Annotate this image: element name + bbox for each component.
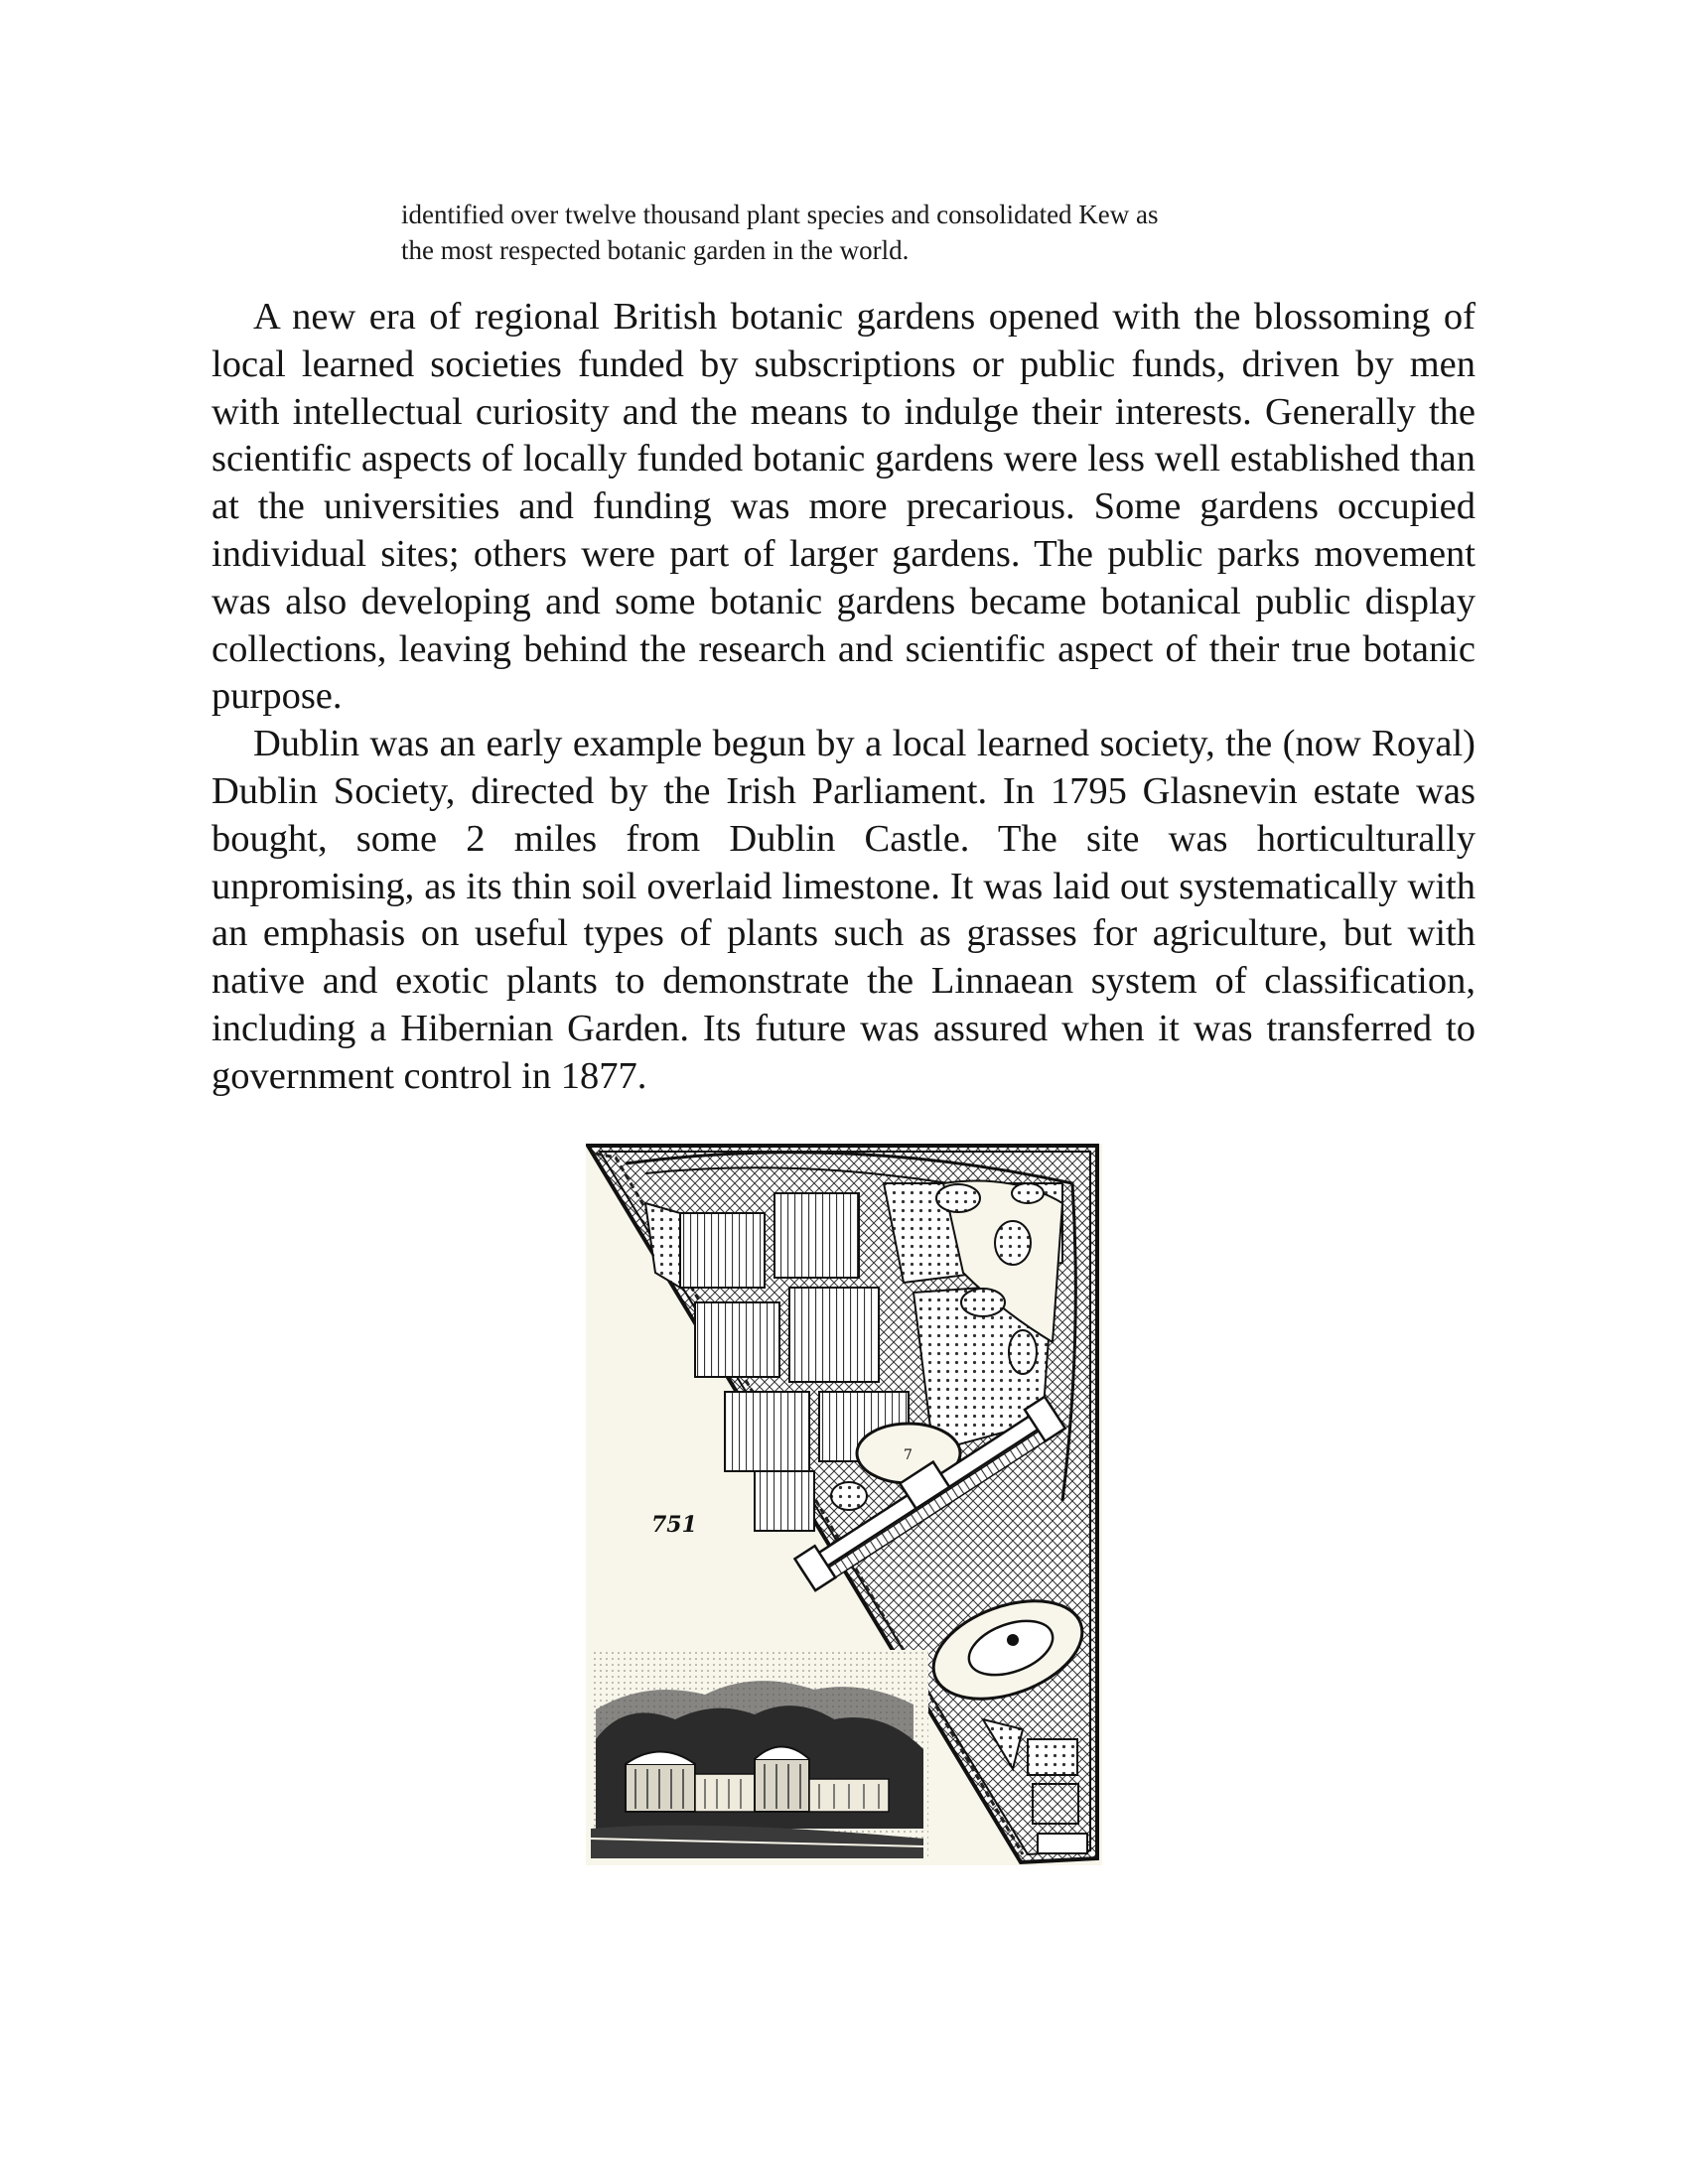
quote-line: identified over twelve thousand plant species and consolidated Kew as (401, 200, 1159, 229)
paragraph-regional-gardens: A new era of regional British botanic gardens opened with the blossoming of local learned societies funded by subscriptions or public funds, driven by men with intellectual curiosity and the means to indulge their interests. Generally the scientific aspects of locally funded botanic gardens were less well established than at the universities and funding was more precarious. Some gardens occupied individual sites; others were part of larger gardens. The public parks movement was also developing and some botanic gardens became botanical public display collections, leaving behind the research and scientific aspect of their true botanic purpose. (211, 296, 1476, 718)
block-quote (401, 197, 1295, 268)
garden-plan-illustration (586, 1144, 1102, 1865)
figure-number: 751 (651, 1512, 697, 1538)
glasshouse-vignette (591, 1650, 928, 1858)
body-text (211, 294, 1476, 1101)
svg-text:7: 7 (904, 1447, 913, 1463)
paragraph-dublin: Dublin was an early example begun by a local learned society, the (now Royal) Dublin Society, directed by the Irish Parliament. In 1795 Glasnevin estate was bought, some 2 miles from Dublin Castle. The site was horticulturally unpromising, as its thin soil overlaid limestone. It was laid out systematically with an emphasis on useful types of plants such as grasses for agriculture, but with native and exotic plants to demonstrate the Linnaean system of classification, including a Hibernian Garden. Its future was assured when it was transferred to government control in 1877. (211, 723, 1476, 1097)
quote-line: the most respected botanic garden in the world. (401, 235, 910, 265)
garden-plan-engraving (586, 1144, 1102, 1865)
